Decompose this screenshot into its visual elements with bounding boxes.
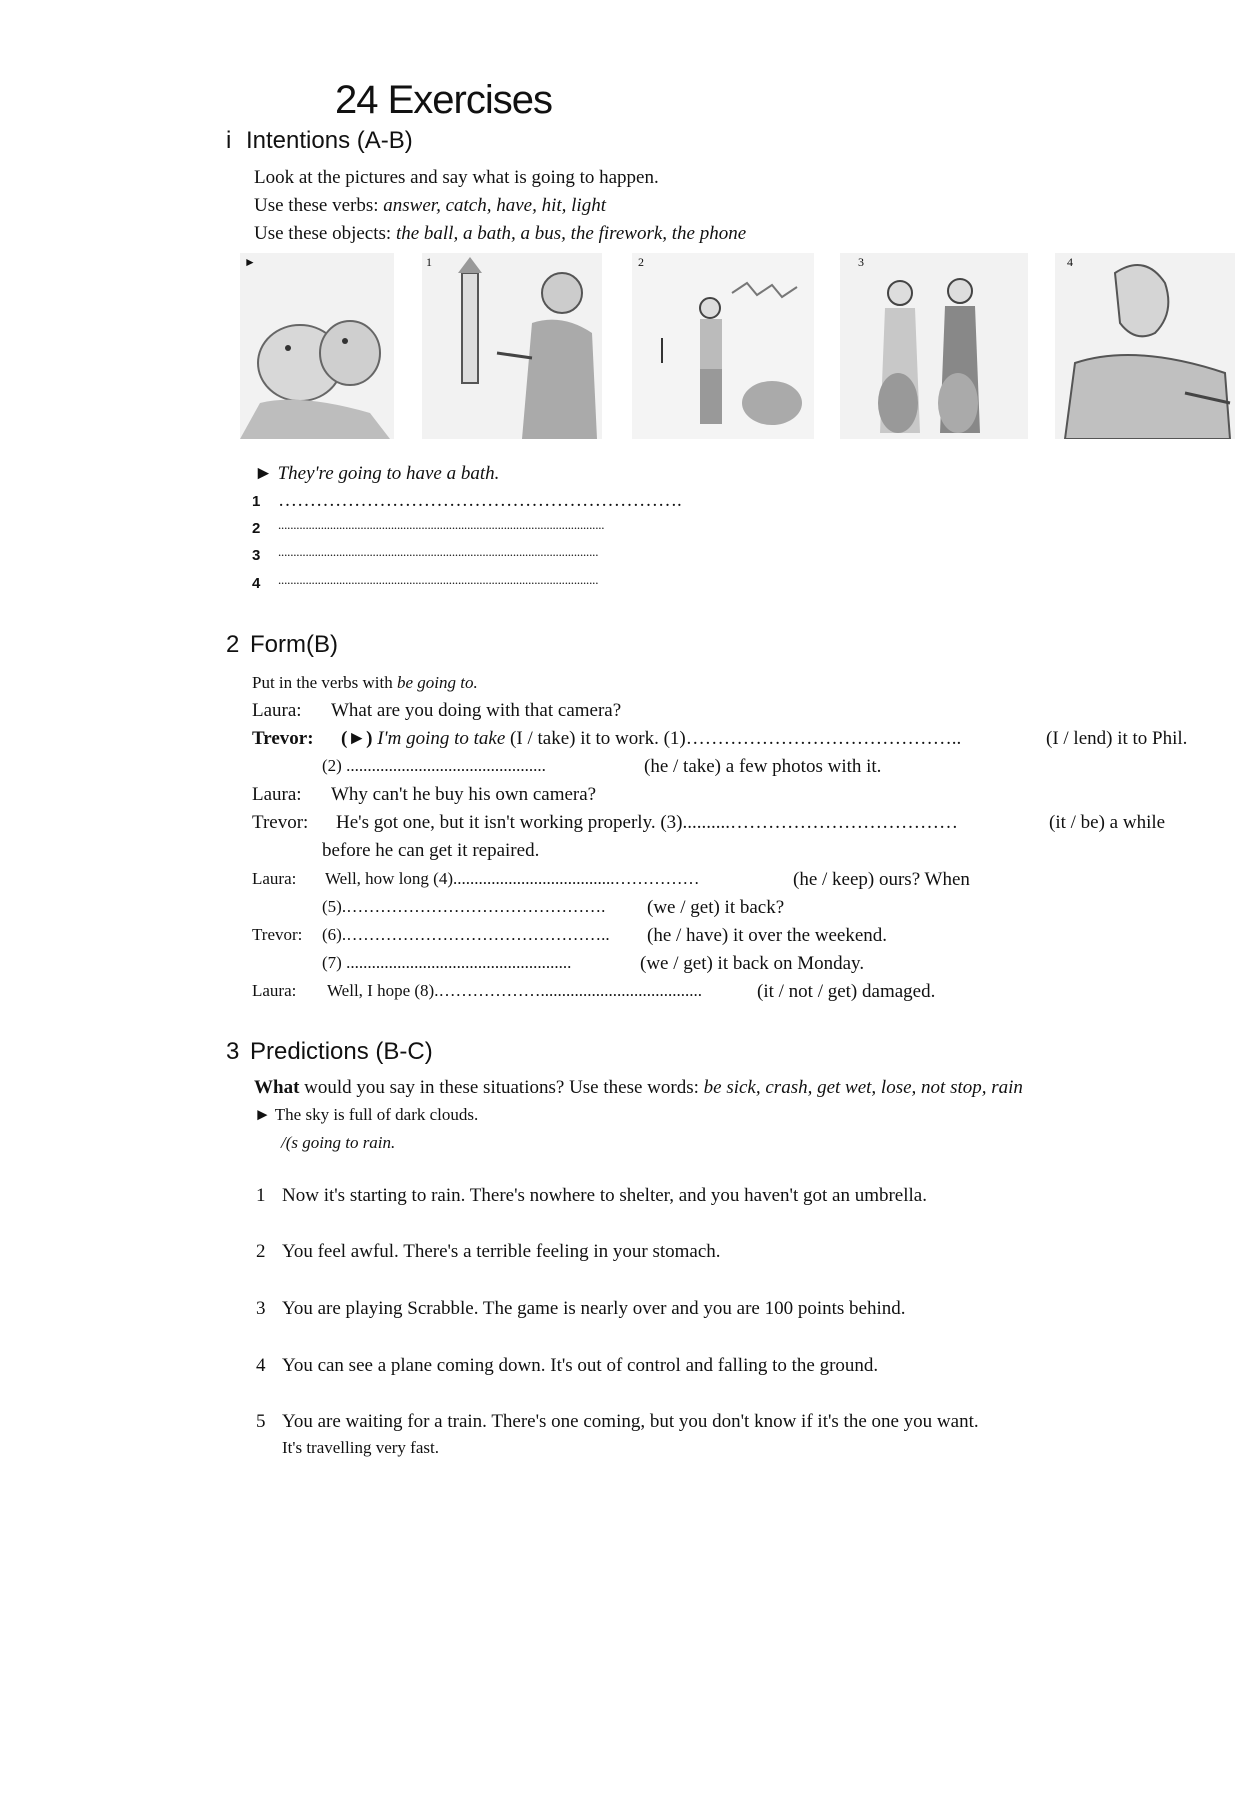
blank-5[interactable]: (5).………………………………………. <box>322 897 606 916</box>
s3-instr-text: would you say in these situations? Use these words: <box>299 1077 704 1098</box>
example-marker: ► <box>254 1105 271 1124</box>
s1-line-number: 1 <box>252 493 261 510</box>
speaker-laura: Laura: <box>252 869 297 888</box>
picture-4-bath <box>1055 253 1235 439</box>
picture-label: 2 <box>638 255 644 269</box>
verb-prompt: (he / have) it over the weekend. <box>647 925 888 946</box>
s1-answer-blank[interactable]: ......................................................................................................... <box>278 572 599 587</box>
section-3-heading: Predictions (B-C) <box>250 1038 433 1065</box>
s1-instruction-2 <box>254 195 606 217</box>
verb-prompt: (he / take) a few photos with it. <box>644 756 882 777</box>
blank-3[interactable]: He's got one, but it isn't working properly. (3)..........……………………………… <box>336 812 959 833</box>
s1-answer-blank[interactable]: ........................................................................................................... <box>278 517 605 532</box>
s1-instruction-1: Look at the pictures and say what is going to happen. <box>254 167 659 188</box>
picture-label: ► <box>244 255 256 269</box>
section-1-number: i <box>226 127 232 154</box>
s3-item-text: You are playing Scrabble. The game is nearly over and you are 100 points behind. <box>282 1298 906 1319</box>
dialogue-line <box>341 728 961 750</box>
s3-item-text: You are waiting for a train. There's one coming, but you don't know if it's the one you want. <box>282 1411 979 1432</box>
picture-2-golfer <box>632 253 814 439</box>
speaker-trevor: Trevor: <box>252 812 309 833</box>
verb-prompt: (it / not / get) damaged. <box>757 981 936 1002</box>
blank-1[interactable]: (I / take) it to work. (1)…………………………………….. <box>510 728 962 749</box>
blank-4[interactable]: Well, how long (4)......................................…………… <box>325 869 700 888</box>
section-1-heading: Intentions (A-B) <box>246 127 413 154</box>
s3-item-continuation: It's travelling very fast. <box>282 1438 439 1457</box>
s1-line-number: 2 <box>252 520 261 537</box>
blank-2[interactable]: (2) ............................................... <box>322 756 546 775</box>
page-title: 24 Exercises <box>335 78 552 122</box>
section-2-heading: Form(B) <box>250 631 338 658</box>
s3-example <box>254 1105 478 1125</box>
s3-example-answer: /(s going to rain. <box>281 1133 396 1152</box>
s1-line-number: 4 <box>252 575 261 592</box>
verb-prompt: (we / get) it back? <box>647 897 785 918</box>
picture-label: 1 <box>426 255 432 269</box>
blank-7[interactable]: (7) ..................................................... <box>322 953 572 972</box>
section-3-number: 3 <box>226 1038 240 1065</box>
s3-item-text: Now it's starting to rain. There's nowhere to shelter, and you haven't got an umbrella. <box>282 1185 927 1206</box>
picture-label: 3 <box>858 255 864 269</box>
s3-instr-bold: What <box>254 1077 300 1098</box>
verb-prompt: (we / get) it back on Monday. <box>640 953 865 974</box>
s1-objects-list: the ball, a bath, a bus, the firework, the phone <box>395 223 747 244</box>
picture-3-musicians <box>840 253 1028 439</box>
verb-prompt: (he / keep) ours? When <box>793 869 970 890</box>
s1-line-number: 3 <box>252 547 261 564</box>
s1-instr2-prefix: Use these verbs: <box>254 195 384 216</box>
picture-example-hippos <box>240 253 394 439</box>
s2-instr-prefix: Put in the verbs with <box>252 673 397 692</box>
s3-example-text: The sky is full of dark clouds. <box>274 1105 479 1124</box>
s3-item-text: You feel awful. There's a terrible feeling in your stomach. <box>282 1241 721 1262</box>
s1-example-text: They're going to have a bath. <box>277 463 500 484</box>
picture-1-firework <box>422 253 602 439</box>
verb-prompt: (it / be) a while <box>1049 812 1166 833</box>
s1-verbs-list: answer, catch, have, hit, light <box>383 195 606 216</box>
s1-answer-blank[interactable]: ………………………………………………………. <box>278 490 682 511</box>
dialogue-line: before he can get it repaired. <box>322 840 540 861</box>
speaker-laura: Laura: <box>252 700 302 721</box>
picture-label: 4 <box>1067 255 1073 269</box>
s3-item-text: You can see a plane coming down. It's out of control and falling to the ground. <box>282 1355 879 1376</box>
s2-instr-italic: be going to. <box>396 673 478 692</box>
s3-item-number: 3 <box>256 1298 266 1319</box>
speaker-laura: Laura: <box>252 784 302 805</box>
example-answer: I'm going to take <box>377 728 506 749</box>
s1-instruction-3 <box>254 223 746 245</box>
s1-example <box>254 463 499 485</box>
section-2-number: 2 <box>226 631 240 658</box>
speaker-trevor: Trevor: <box>252 728 314 749</box>
s2-instruction <box>252 673 478 693</box>
dialogue-line: What are you doing with that camera? <box>331 700 622 721</box>
verb-prompt: (I / lend) it to Phil. <box>1046 728 1188 749</box>
s3-item-number: 4 <box>256 1355 266 1376</box>
s1-answer-blank[interactable]: ......................................................................................................... <box>278 544 599 559</box>
s3-item-number: 2 <box>256 1241 266 1262</box>
s3-item-number: 1 <box>256 1185 266 1206</box>
example-marker: (►) <box>341 728 373 749</box>
blank-6[interactable]: (6).……………………………………….. <box>322 925 610 944</box>
example-marker: ► <box>254 463 273 484</box>
speaker-laura: Laura: <box>252 981 297 1000</box>
dialogue-line: Why can't he buy his own camera? <box>331 784 597 805</box>
s3-words-list: be sick, crash, get wet, lose, not stop, rain <box>703 1077 1023 1098</box>
s3-instruction <box>254 1077 1023 1099</box>
s3-item-number: 5 <box>256 1411 266 1432</box>
speaker-trevor: Trevor: <box>252 925 303 944</box>
s1-instr3-prefix: Use these objects: <box>254 223 396 244</box>
blank-8[interactable]: Well, I hope (8).………………...................................... <box>327 981 702 1000</box>
